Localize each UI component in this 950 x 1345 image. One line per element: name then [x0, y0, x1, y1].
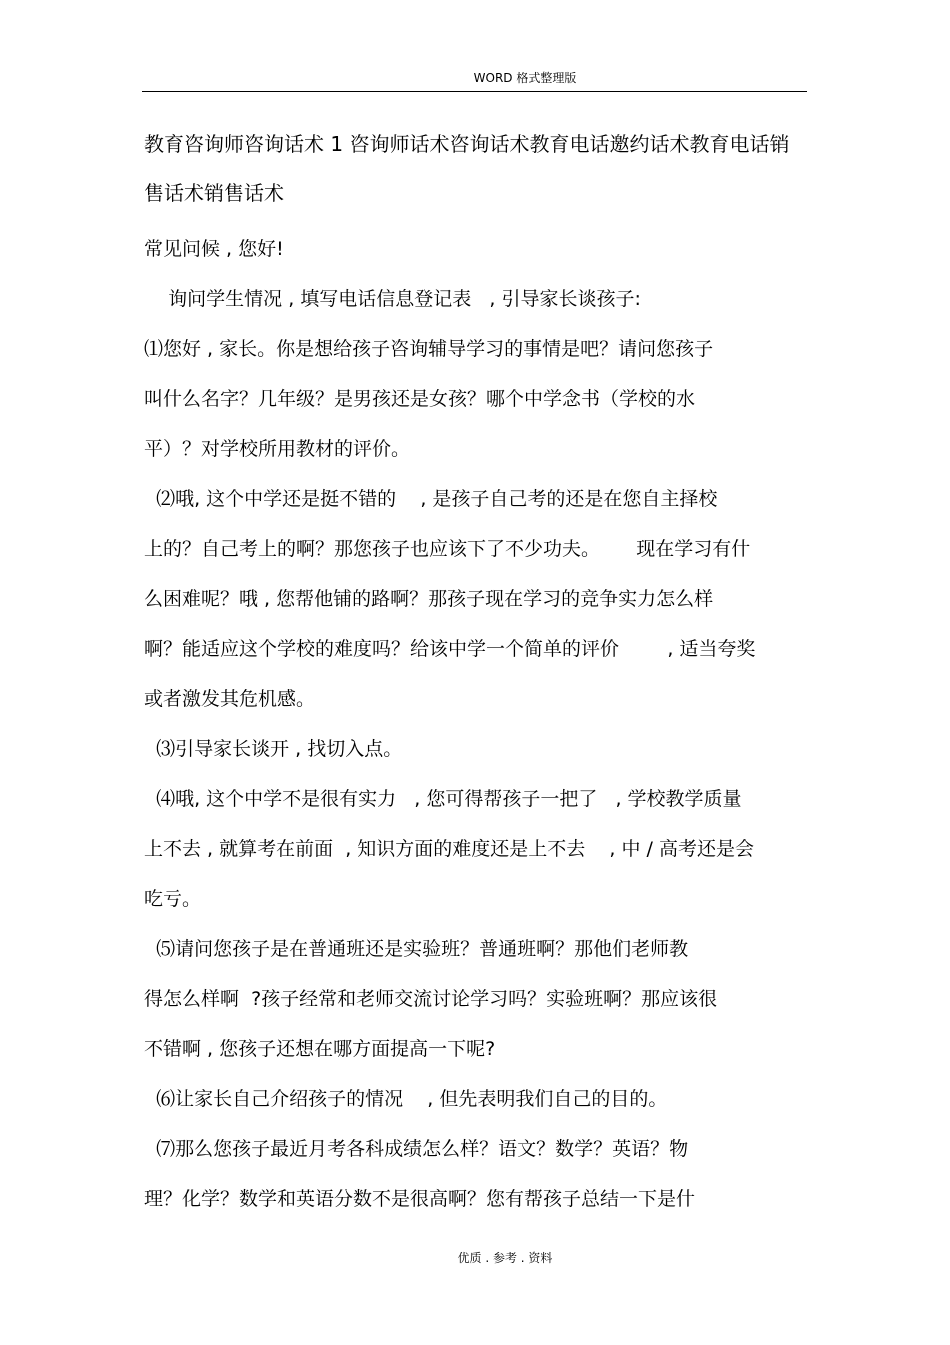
body-line: ⑹让家长自己介绍孩子的情况 , 但先表明我们自己的目的。	[144, 1088, 668, 1110]
body-line: ⑶引导家长谈开 , 找切入点。	[144, 738, 403, 760]
page-header: WORD 格式整理版	[473, 71, 577, 85]
body-line: 常见问候 , 您好!	[144, 238, 284, 260]
body-line: 平）？对学校所用教材的评价。	[144, 438, 411, 460]
body-line: 叫什么名字？几年级？是男孩还是女孩？哪个中学念书（学校的水	[144, 388, 696, 410]
body-line: ⑺那么您孩子最近月考各科成绩怎么样？语文？数学？英语？物	[144, 1138, 689, 1160]
body-line: 得怎么样啊 ?孩子经常和老师交流讨论学习吗？实验班啊？那应该很	[144, 988, 718, 1010]
document-body	[144, 224, 806, 1224]
body-line: ⑵哦, 这个中学还是挺不错的 , 是孩子自己考的还是在您自主择校	[144, 488, 718, 510]
body-line: 上不去 , 就算考在前面 , 知识方面的难度还是上不去 , 中 / 高考还是会	[144, 838, 754, 860]
page-footer: 优质 . 参考 . 资料	[457, 1251, 553, 1265]
body-line: 不错啊 , 您孩子还想在哪方面提高一下呢?	[144, 1038, 496, 1060]
body-line: 询问学生情况 , 填写电话信息登记表 , 引导家长谈孩子:	[144, 288, 641, 310]
body-line: 吃亏。	[144, 888, 202, 910]
body-line: 么困难呢？哦 , 您帮他铺的路啊？那孩子现在学习的竞争实力怎么样	[144, 588, 714, 610]
body-line: ⑴您好 , 家长。你是想给孩子咨询辅导学习的事情是吧？请问您孩子	[144, 338, 714, 360]
document-title: 教育咨询师咨询话术 1 咨询师话术咨询话术教育电话邀约话术教育电话销售话术销售话术	[144, 132, 790, 205]
body-line: 上的？自己考上的啊？那您孩子也应该下了不少功夫。 现在学习有什	[144, 538, 751, 560]
body-line: 或者激发其危机感。	[144, 688, 316, 710]
header-divider	[142, 91, 807, 92]
body-line: 啊？能适应这个学校的难度吗？给该中学一个简单的评价 , 适当夸奖	[144, 638, 756, 660]
body-line: ⑷哦, 这个中学不是很有实力 , 您可得帮孩子一把了 , 学校教学质量	[144, 788, 742, 810]
body-line: ⑸请问您孩子是在普通班还是实验班？普通班啊？那他们老师教	[144, 938, 689, 960]
body-line: 理？化学？数学和英语分数不是很高啊？您有帮孩子总结一下是什	[144, 1188, 696, 1210]
